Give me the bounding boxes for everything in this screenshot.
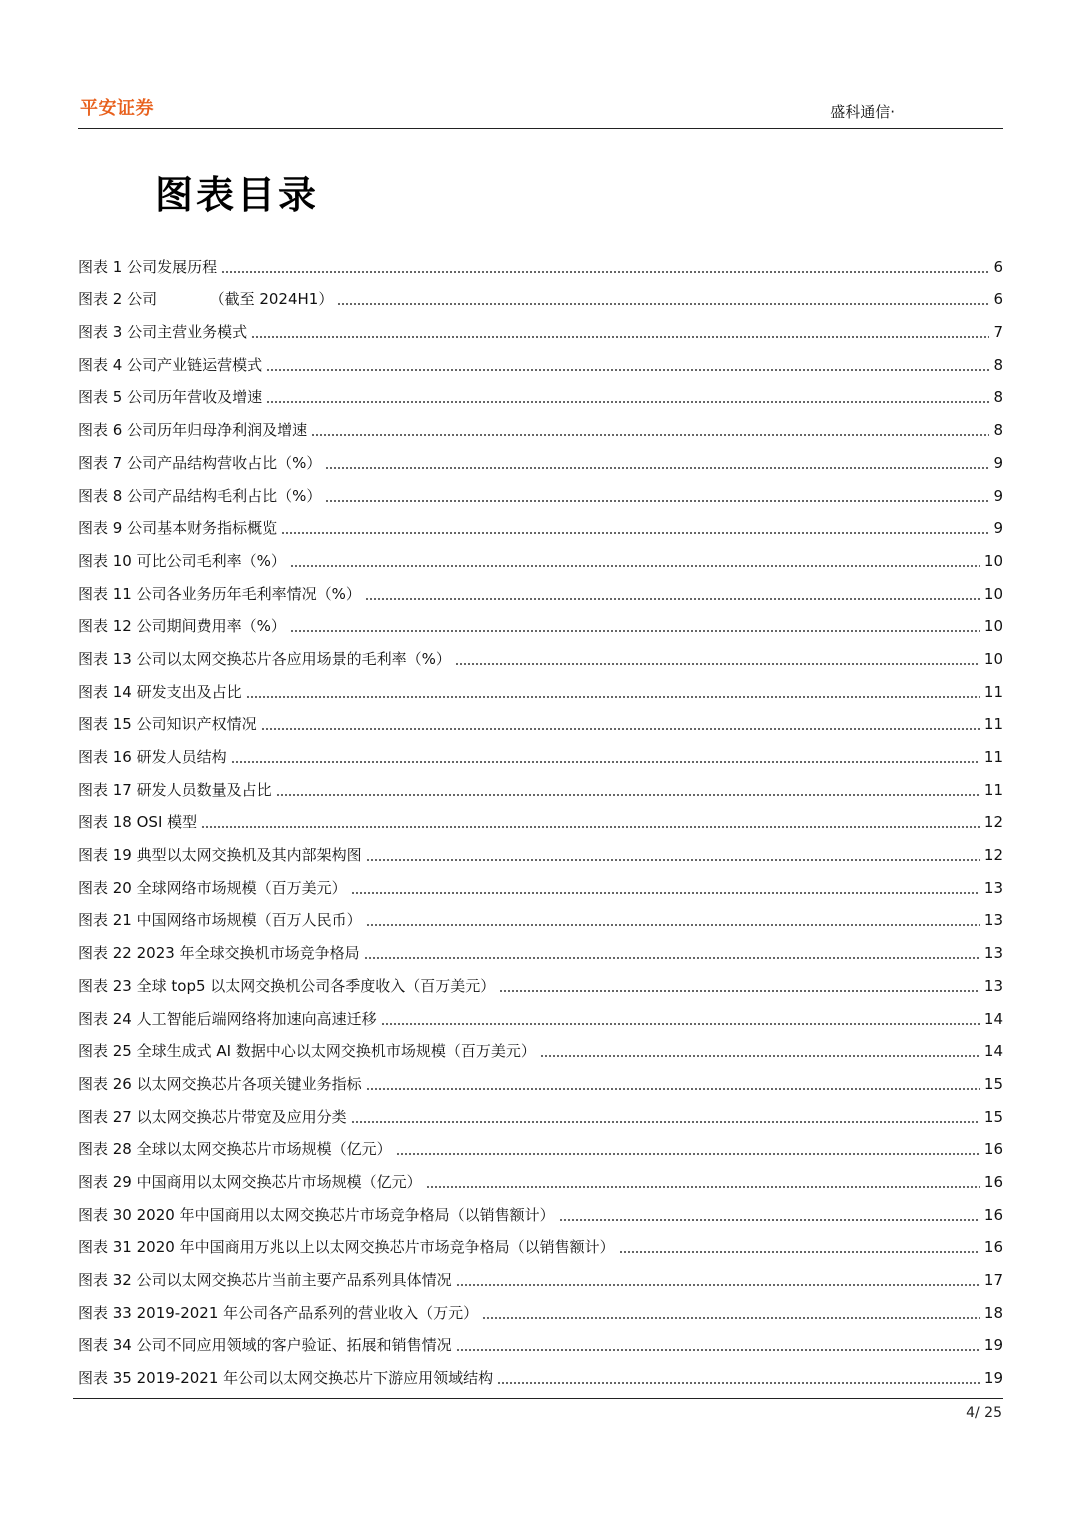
toc-dot-leader: [351, 892, 980, 894]
toc-entry-page: 8: [993, 421, 1003, 440]
toc-dot-leader: [619, 1251, 980, 1253]
toc-entry[interactable]: [78, 1065, 1003, 1098]
toc-dot-leader: [231, 761, 980, 763]
toc-entry-label: 图表 29 中国商用以太网交换芯片市场规模（亿元）: [78, 1172, 422, 1191]
toc-entry[interactable]: [78, 967, 1003, 1000]
toc-dot-leader: [559, 1219, 980, 1221]
toc-dot-leader: [381, 1023, 980, 1025]
toc-entry-label: 图表 5 公司历年营收及增速: [78, 388, 263, 407]
toc-dot-leader: [290, 565, 980, 567]
toc-entry[interactable]: [78, 640, 1003, 673]
toc-dot-leader: [351, 1121, 980, 1123]
toc-entry-label: 图表 7 公司产品结构营收占比（%）: [78, 453, 322, 472]
toc-entry-label: 图表 23 全球 top5 以太网交换机公司各季度收入（百万美元）: [78, 976, 496, 995]
toc-entry-label: 图表 12 公司期间费用率（%）: [78, 617, 286, 636]
toc-entry-label: 图表 2 公司 （截至 2024H1）: [78, 290, 334, 309]
page-header: [78, 88, 1003, 129]
toc-dot-leader: [201, 826, 980, 828]
toc-entry-page: 11: [983, 748, 1003, 766]
toc-entry[interactable]: [78, 1033, 1003, 1066]
page-title: 图表目录: [155, 173, 320, 217]
toc-entry[interactable]: [78, 510, 1003, 543]
toc-entry-page: 16: [983, 1140, 1003, 1159]
toc-entry-page: 8: [993, 388, 1003, 407]
toc-dot-leader: [290, 630, 980, 632]
toc-entry[interactable]: [78, 869, 1003, 902]
toc-entry-page: 17: [983, 1271, 1003, 1289]
toc-entry-label: 图表 4 公司产业链运营模式: [78, 355, 263, 374]
toc-entry[interactable]: [78, 706, 1003, 739]
toc-entry-label: 图表 25 全球生成式 AI 数据中心以太网交换机市场规模（百万美元）: [78, 1042, 536, 1061]
toc-entry[interactable]: [78, 379, 1003, 412]
toc-dot-leader: [266, 401, 989, 403]
toc-entry-label: 图表 17 研发人员数量及占比: [78, 780, 272, 799]
toc-entry-page: 12: [983, 813, 1003, 832]
toc-entry-label: 图表 34 公司不同应用领域的客户验证、拓展和销售情况: [78, 1336, 452, 1355]
toc-entry-label: 图表 16 研发人员结构: [78, 748, 227, 766]
toc-entry-page: 19: [983, 1369, 1003, 1388]
toc-dot-leader: [540, 1055, 980, 1057]
toc-entry-page: 13: [983, 911, 1003, 930]
toc-entry[interactable]: [78, 836, 1003, 869]
toc-entry-page: 10: [983, 584, 1003, 603]
toc-entry[interactable]: [78, 542, 1003, 575]
toc-dot-leader: [396, 1153, 980, 1155]
toc-entry[interactable]: [78, 248, 1003, 281]
toc-entry-page: 8: [993, 355, 1003, 374]
toc-dot-leader: [246, 696, 980, 698]
toc-entry-label: 图表 8 公司产品结构毛利占比（%）: [78, 486, 322, 505]
toc-entry[interactable]: [78, 346, 1003, 379]
toc-entry-page: 19: [983, 1336, 1003, 1355]
toc-dot-leader: [426, 1186, 980, 1188]
toc-entry-page: 13: [983, 878, 1003, 897]
toc-entry-label: 图表 18 OSI 模型: [78, 813, 198, 832]
toc-entry-page: 11: [983, 682, 1003, 701]
toc-entry[interactable]: [78, 902, 1003, 935]
toc-entry-label: 图表 19 典型以太网交换机及其内部架构图: [78, 846, 362, 865]
toc-entry-page: 13: [983, 976, 1003, 995]
page-number: 4/ 25: [966, 1405, 1002, 1421]
brand-logo: 平安证券: [80, 98, 154, 119]
toc-entry-page: 11: [983, 780, 1003, 799]
toc-entry-page: 9: [993, 486, 1003, 505]
toc-dot-leader: [281, 532, 989, 534]
toc-dot-leader: [456, 1349, 980, 1351]
toc-entry-label: 图表 24 人工智能后端网络将加速向高速迁移: [78, 1009, 377, 1028]
toc-entry-label: 图表 22 2023 年全球交换机市场竞争格局: [78, 944, 360, 963]
toc-dot-leader: [365, 598, 980, 600]
toc-entry-label: 图表 28 全球以太网交换芯片市场规模（亿元）: [78, 1140, 392, 1159]
toc-entry[interactable]: [78, 1327, 1003, 1360]
toc-entry[interactable]: [78, 804, 1003, 837]
toc-entry-label: 图表 1 公司发展历程: [78, 257, 218, 276]
table-of-figures: [78, 248, 1003, 1392]
toc-dot-leader: [311, 434, 989, 436]
toc-entry-page: 16: [983, 1205, 1003, 1224]
toc-dot-leader: [366, 1088, 980, 1090]
toc-entry-label: 图表 27 以太网交换芯片带宽及应用分类: [78, 1107, 347, 1126]
toc-entry[interactable]: [78, 313, 1003, 346]
toc-dot-leader: [221, 271, 989, 273]
toc-entry[interactable]: [78, 934, 1003, 967]
toc-entry-label: 图表 13 公司以太网交换芯片各应用场景的毛利率（%）: [78, 649, 451, 668]
toc-entry[interactable]: [78, 281, 1003, 314]
toc-dot-leader: [325, 467, 989, 469]
toc-entry-label: 图表 9 公司基本财务指标概览: [78, 519, 278, 538]
toc-entry-page: 13: [983, 944, 1003, 963]
toc-entry-label: 图表 31 2020 年中国商用万兆以上以太网交换芯片市场竞争格局（以销售额计）: [78, 1238, 615, 1257]
toc-dot-leader: [251, 336, 989, 338]
toc-entry-page: 18: [983, 1303, 1003, 1322]
toc-entry[interactable]: [78, 477, 1003, 510]
toc-dot-leader: [455, 663, 980, 665]
toc-entry-label: 图表 6 公司历年归母净利润及增速: [78, 421, 308, 440]
toc-entry-label: 图表 14 研发支出及占比: [78, 682, 242, 701]
toc-entry[interactable]: [78, 673, 1003, 706]
toc-entry-page: 10: [983, 649, 1003, 668]
toc-dot-leader: [337, 303, 989, 305]
toc-entry[interactable]: [78, 771, 1003, 804]
toc-entry-page: 11: [983, 715, 1003, 734]
toc-entry[interactable]: [78, 1261, 1003, 1294]
toc-dot-leader: [364, 957, 980, 959]
toc-entry[interactable]: [78, 738, 1003, 771]
toc-dot-leader: [266, 369, 989, 371]
toc-entry-label: 图表 21 中国网络市场规模（百万人民币）: [78, 911, 362, 930]
toc-entry-label: 图表 26 以太网交换芯片各项关键业务指标: [78, 1074, 362, 1093]
toc-entry-page: 14: [983, 1009, 1003, 1028]
toc-entry[interactable]: [78, 411, 1003, 444]
toc-entry[interactable]: [78, 608, 1003, 641]
toc-entry[interactable]: [78, 1294, 1003, 1327]
toc-entry-page: 6: [993, 257, 1003, 276]
toc-entry-label: 图表 20 全球网络市场规模（百万美元）: [78, 878, 347, 897]
toc-entry-page: 7: [993, 323, 1003, 342]
toc-entry[interactable]: [78, 1359, 1003, 1392]
toc-entry-page: 16: [983, 1238, 1003, 1257]
company-name: 盛科通信·: [830, 103, 895, 121]
toc-entry-label: 图表 32 公司以太网交换芯片当前主要产品系列具体情况: [78, 1271, 452, 1289]
toc-entry-page: 15: [983, 1074, 1003, 1093]
toc-entry[interactable]: [78, 1000, 1003, 1033]
toc-entry-page: 15: [983, 1107, 1003, 1126]
toc-dot-leader: [366, 859, 980, 861]
toc-entry[interactable]: [78, 1131, 1003, 1164]
toc-dot-leader: [366, 924, 980, 926]
toc-dot-leader: [497, 1382, 980, 1384]
toc-entry[interactable]: [78, 1229, 1003, 1262]
toc-dot-leader: [499, 990, 980, 992]
toc-entry[interactable]: [78, 444, 1003, 477]
toc-entry[interactable]: [78, 1163, 1003, 1196]
toc-entry-label: 图表 11 公司各业务历年毛利率情况（%）: [78, 584, 361, 603]
toc-entry-page: 16: [983, 1172, 1003, 1191]
toc-entry[interactable]: [78, 1196, 1003, 1229]
toc-entry[interactable]: [78, 575, 1003, 608]
toc-entry-page: 12: [983, 846, 1003, 865]
toc-entry-page: 14: [983, 1042, 1003, 1061]
toc-entry[interactable]: [78, 1098, 1003, 1131]
toc-entry-page: 10: [983, 551, 1003, 570]
toc-entry-page: 10: [983, 617, 1003, 636]
toc-entry-label: 图表 35 2019-2021 年公司以太网交换芯片下游应用领域结构: [78, 1369, 494, 1388]
toc-entry-label: 图表 3 公司主营业务模式: [78, 323, 248, 342]
toc-entry-page: 9: [993, 519, 1003, 538]
footer-divider: [73, 1398, 1003, 1399]
toc-dot-leader: [276, 794, 980, 796]
toc-dot-leader: [325, 500, 989, 502]
toc-entry-label: 图表 30 2020 年中国商用以太网交换芯片市场竞争格局（以销售额计）: [78, 1205, 555, 1224]
toc-entry-label: 图表 33 2019-2021 年公司各产品系列的营业收入（万元）: [78, 1303, 479, 1322]
toc-entry-label: 图表 10 可比公司毛利率（%）: [78, 551, 286, 570]
toc-entry-label: 图表 15 公司知识产权情况: [78, 715, 257, 734]
toc-entry-page: 9: [993, 453, 1003, 472]
toc-dot-leader: [456, 1284, 980, 1286]
toc-dot-leader: [261, 728, 980, 730]
toc-dot-leader: [482, 1317, 980, 1319]
toc-entry-page: 6: [993, 290, 1003, 309]
